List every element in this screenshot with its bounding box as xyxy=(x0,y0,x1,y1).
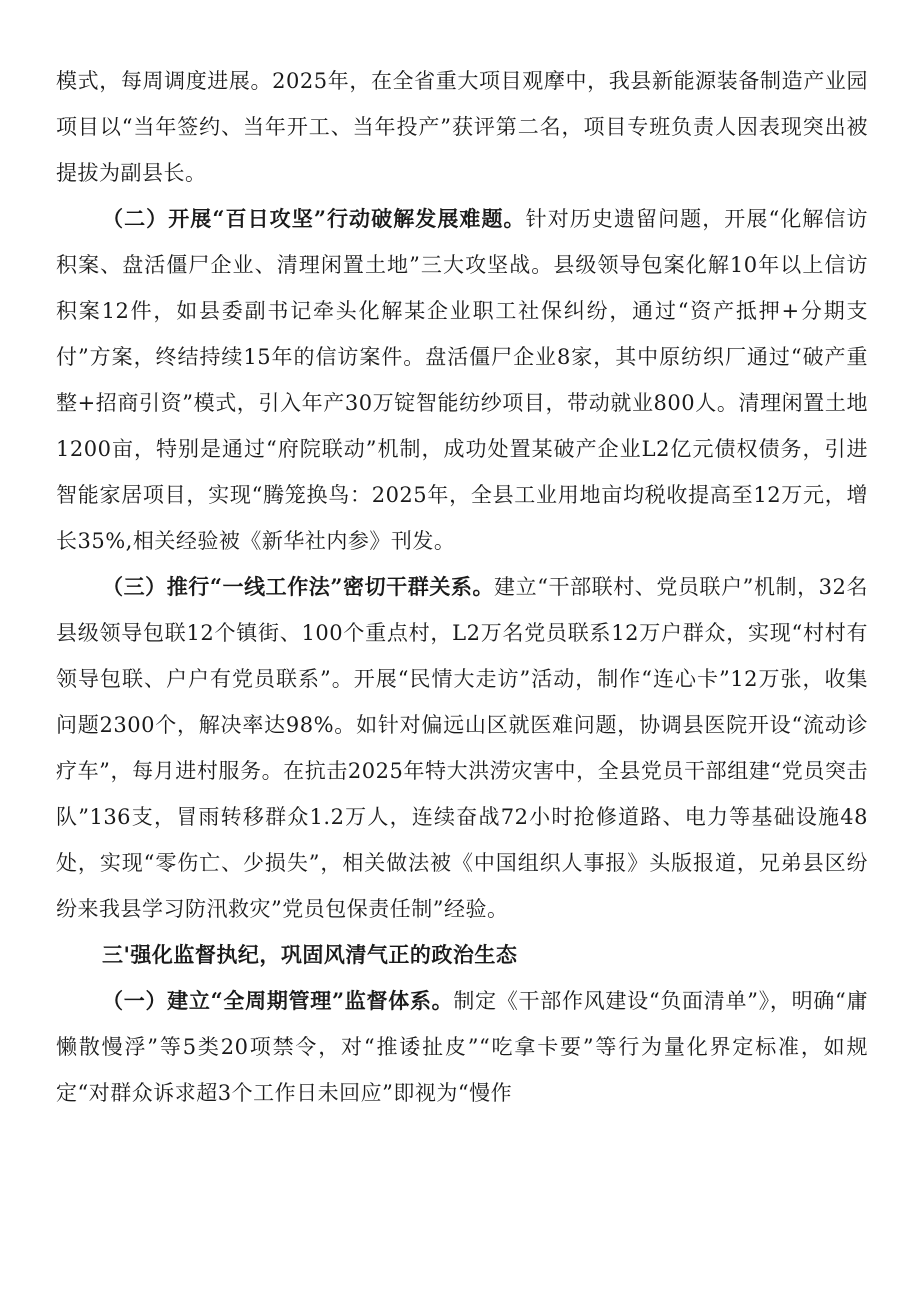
paragraph-frontline-work-method xyxy=(56,564,868,932)
paragraph-heading: （一）建立“全周期管理”监督体系。 xyxy=(102,988,454,1013)
document-body xyxy=(56,58,868,1116)
paragraph-text: 针对历史遗留问题，开展“化解信访积案、盘活僵尸企业、清理闲置土地”三大攻坚战。县级领导包案化解10年以上信访积案12件，如县委副书记牵头化解某企业职工社保纠纷，通过“资产抵押+分期支付”方案，终结持续15年的信访案件。盘活僵尸企业8家，其中原纺织厂通过“破产重整+招商引资”模式，引入年产30万锭智能纺纱项目，带动就业800人。清理闲置土地1200亩，特别是通过“府院联动”机制，成功处置某破产企业L2亿元债权债务，引进智能家居项目，实现“腾笼换鸟：2025年，全县工业用地亩均税收提高至12万元，增长35%,相关经验被《新华社内参》刊发。 xyxy=(56,207,868,553)
paragraph-hundred-day-campaign xyxy=(56,196,868,564)
paragraph-project-progress xyxy=(56,58,868,196)
paragraph-text: 制定《干部作风建设“负面清单”》，明确“庸懒散慢浮”等5类20项禁令，对“推诿扯皮”“吃拿卡要”等行为量化界定标准，如规定“对群众诉求超3个工作日未回应”即视为“慢作 xyxy=(56,989,868,1105)
paragraph-text: 建立“干部联村、党员联户”机制，32名县级领导包联12个镇街、100个重点村，L2万名党员联系12万户群众，实现“村村有领导包联、户户有党员联系”。开展“民情大走访”活动，制作“连心卡”12万张，收集问题2300个，解决率达98%。如针对偏远山区就医难问题，协调县医院开设“流动诊疗车”，每月进村服务。在抗击2025年特大洪涝灾害中，全县党员干部组建“党员突击队”136支，冒雨转移群众1.2万人，连续奋战72小时抢修道路、电力等基础设施48处，实现“零伤亡、少损失”，相关做法被《中国组织人事报》头版报道，兄弟县区纷纷来我县学习防汛救灾”党员包保责任制”经验。 xyxy=(56,575,868,921)
paragraph-heading: （三）推行“一线工作法”密切干群关系。 xyxy=(102,574,495,599)
paragraph-heading: （二）开展“百日攻坚”行动破解发展难题。 xyxy=(102,206,526,231)
section-heading: 三'强化监督执纪，巩固风清气正的政治生态 xyxy=(102,942,518,967)
paragraph-supervision-system xyxy=(56,978,868,1116)
paragraph-text: 模式，每周调度进展。2025年，在全省重大项目观摩中，我县新能源装备制造产业园项目以“当年签约、当年开工、当年投产”获评第二名，项目专班负责人因表现突出被提拔为副县长。 xyxy=(56,69,868,185)
